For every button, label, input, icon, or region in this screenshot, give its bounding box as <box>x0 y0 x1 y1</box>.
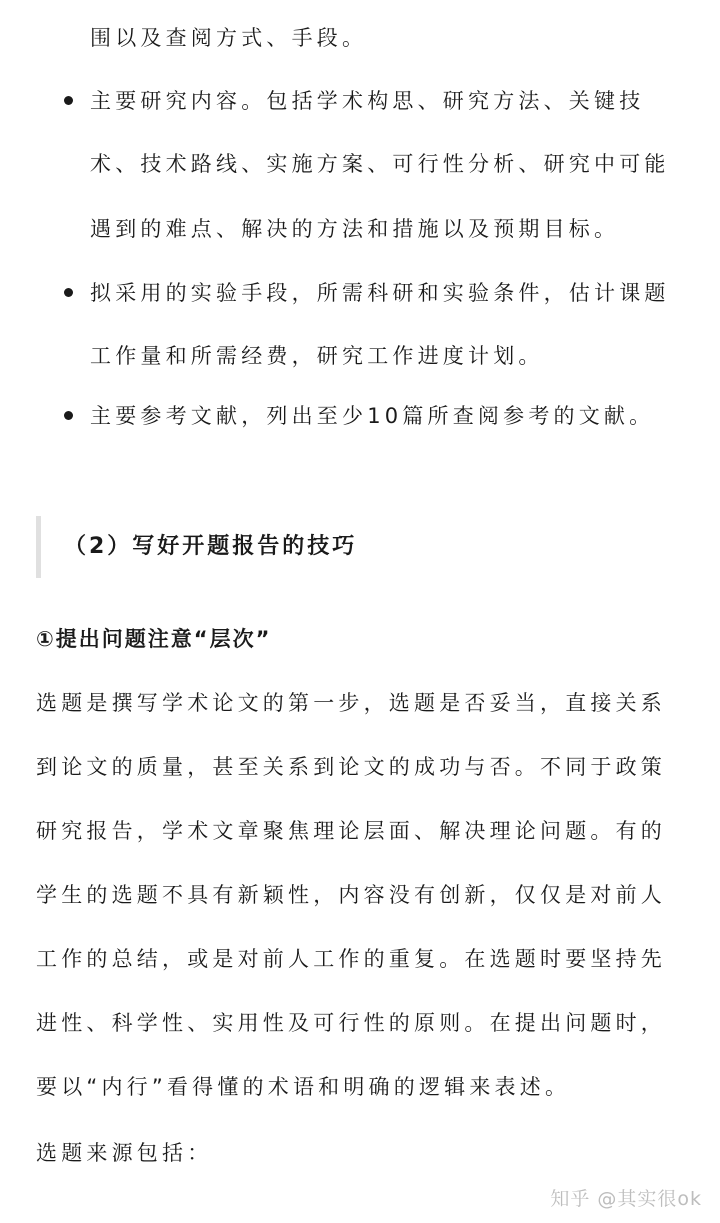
paragraph-line: 要以“内行”看得懂的术语和明确的逻辑来表述。 <box>36 1075 571 1099</box>
sources-line: 选题来源包括： <box>36 1141 213 1165</box>
bullet-line: 遇到的难点、解决的方法和措施以及预期目标。 <box>90 217 620 241</box>
paragraph-line: 进性、科学性、实用性及可行性的原则。在提出问题时， <box>36 1011 666 1035</box>
bullet-dot-icon <box>64 411 73 420</box>
bullet-dot-icon <box>64 96 73 105</box>
paragraph-line: 选题是撰写学术论文的第一步，选题是否妥当，直接关系 <box>36 691 666 715</box>
list-continuation-line: 围以及查阅方式、手段。 <box>90 26 368 50</box>
bullet-line: 工作量和所需经费，研究工作进度计划。 <box>90 344 544 368</box>
paragraph-line: 研究报告，学术文章聚焦理论层面、解决理论问题。有的 <box>36 819 666 843</box>
section-heading-text: （2）写好开题报告的技巧 <box>64 534 358 559</box>
bullet-line: 主要研究内容。包括学术构思、研究方法、关键技 <box>90 89 645 113</box>
paragraph-line: 到论文的质量，甚至关系到论文的成功与否。不同于政策 <box>36 755 666 779</box>
heading-accent-bar <box>36 516 41 578</box>
subheading: ①提出问题注意“层次” <box>36 627 272 651</box>
bullet-line: 主要参考文献，列出至少10篇所查阅参考的文献。 <box>90 404 655 428</box>
bullet-dot-icon <box>64 288 73 297</box>
paragraph-line: 学生的选题不具有新颖性，内容没有创新，仅仅是对前人 <box>36 883 666 907</box>
section-heading <box>36 516 696 578</box>
bullet-line: 拟采用的实验手段，所需科研和实验条件，估计课题 <box>90 281 670 305</box>
bullet-line: 术、技术路线、实施方案、可行性分析、研究中可能 <box>90 152 670 176</box>
zhihu-watermark: 知乎 @其实很ok <box>550 1188 702 1210</box>
paragraph-line: 工作的总结，或是对前人工作的重复。在选题时要坚持先 <box>36 947 666 971</box>
